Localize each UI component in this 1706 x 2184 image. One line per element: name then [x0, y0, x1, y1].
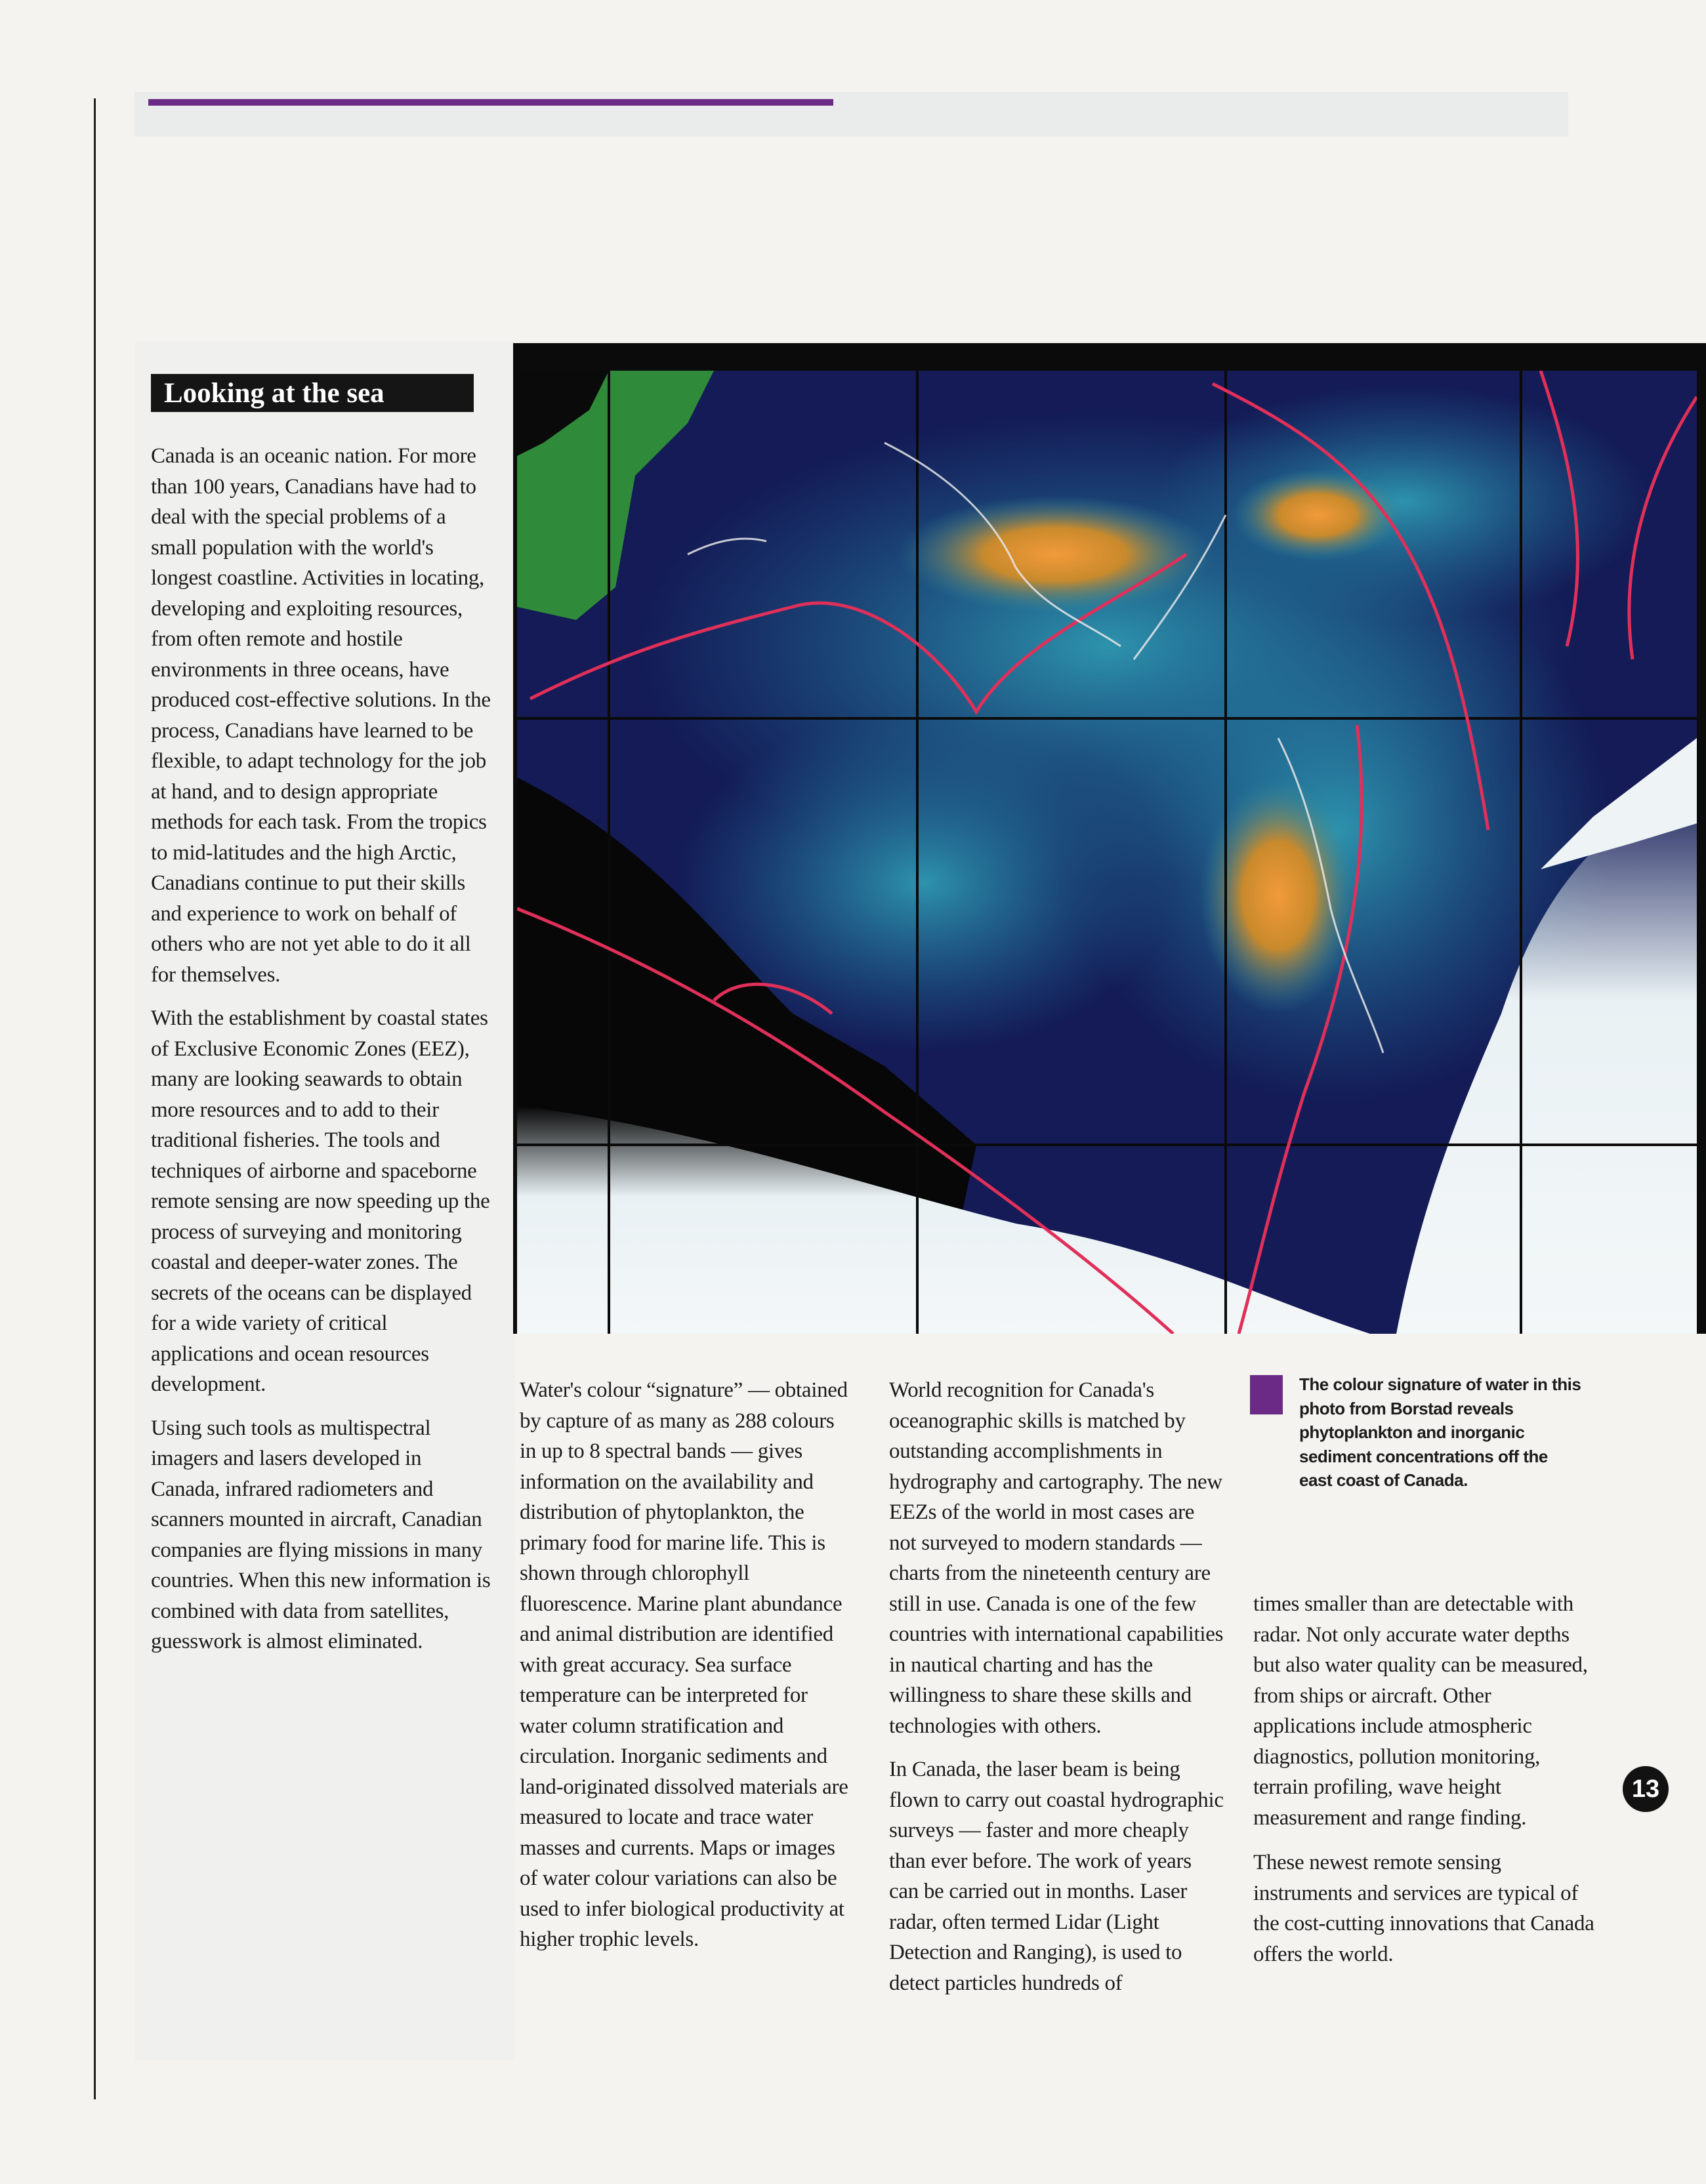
accent-rule	[148, 99, 833, 106]
column-1-paragraph: Using such tools as multispectral imagers and lasers developed in Canada, infrared radiometers and scanners mounted in aircraft, Canadian companies are flying missions in many countries. When this new information is combined with data from satellites, guesswork is almost eliminated.	[151, 1416, 491, 1653]
column-1-paragraph: With the establishment by coastal states of Exclusive Economic Zones (EEZ), many are looking seawards to obtain more resources and to add to their traditional fisheries. The tools and techniques of airborne and spaceborne remote sensing are now speeding up the process of surveying and monitoring coastal and deeper-water zones. The secrets of the oceans can be displayed for a wide variety of critical applications and ocean resources development.	[151, 1006, 490, 1396]
section-heading: Looking at the sea	[151, 374, 474, 412]
caption-text: The colour signature of water in this photo from Borstad reveals phytoplankton and inorganic sediment concentrations off the east coast of Canada.	[1299, 1374, 1581, 1490]
column-4	[1253, 1589, 1594, 1984]
satellite-ocean-colour-image	[517, 371, 1697, 1334]
column-4-paragraph: times smaller than are detectable with radar. Not only accurate water depths but also water quality can be measured, from ships or aircraft. Other applications include atmospheric diagnostics, pollution monitoring, terrain profiling, wave height measurement and range finding.	[1253, 1592, 1588, 1830]
caption-marker	[1250, 1375, 1283, 1414]
column-1-paragraph: Canada is an oceanic nation. For more than 100 years, Canadians have had to deal with the special problems of a small population with the world's longest coastline. Activities in locating, developing and exploiting resources, from often remote and hostile environments in three oceans, have produced cost-effective solutions. In the process, Canadians have learned to be flexible, to adapt technology for the job at hand, and to design appropriate methods for each task. From the tropics to mid-latitudes and the high Arctic, Canadians continue to put their skills and experience to work on behalf of others who are not yet able to do it all for themselves.	[151, 444, 491, 987]
column-4-paragraph: These newest remote sensing instruments and services are typical of the cost-cutting innovations that Canada offers the world.	[1253, 1851, 1594, 1966]
column-3	[889, 1375, 1224, 2011]
column-1	[151, 441, 492, 1670]
page-left-rule	[94, 98, 96, 2099]
column-2	[520, 1375, 854, 1968]
page-number-badge: 13	[1623, 1766, 1669, 1812]
column-3-paragraph: In Canada, the laser beam is being flown to carry out coastal hydrographic surveys — faster and more cheaply than ever before. The work of years can be carried out in months. Laser radar, often termed Lidar (Light Detection and Ranging), is used to detect particles hundreds of	[889, 1758, 1224, 1995]
column-3-paragraph: World recognition for Canada's oceanographic skills is matched by outstanding accomplishments in hydrography and cartography. The new EEZs of the world in most cases are not surveyed to modern standards — charts from the nineteenth century are still in use. Canada is one of the few countries with international capabilities in nautical charting and has the willingness to share these skills and technologies with others.	[889, 1378, 1224, 1738]
column-2-paragraph: Water's colour “signature” — obtained by capture of as many as 288 colours in up to 8 spectral bands — gives information on the availability and distribution of phytoplankton, the primary food for marine life. This is shown through chlorophyll fluorescence. Marine plant abundance and animal distribution are identified with great accuracy. Sea surface temperature can be interpreted for water column stratification and circulation. Inorganic sediments and land-originated dissolved materials are measured to locate and trace water masses and currents. Maps or images of water colour variations can also be used to infer biological productivity at higher trophic levels.	[520, 1378, 848, 1951]
